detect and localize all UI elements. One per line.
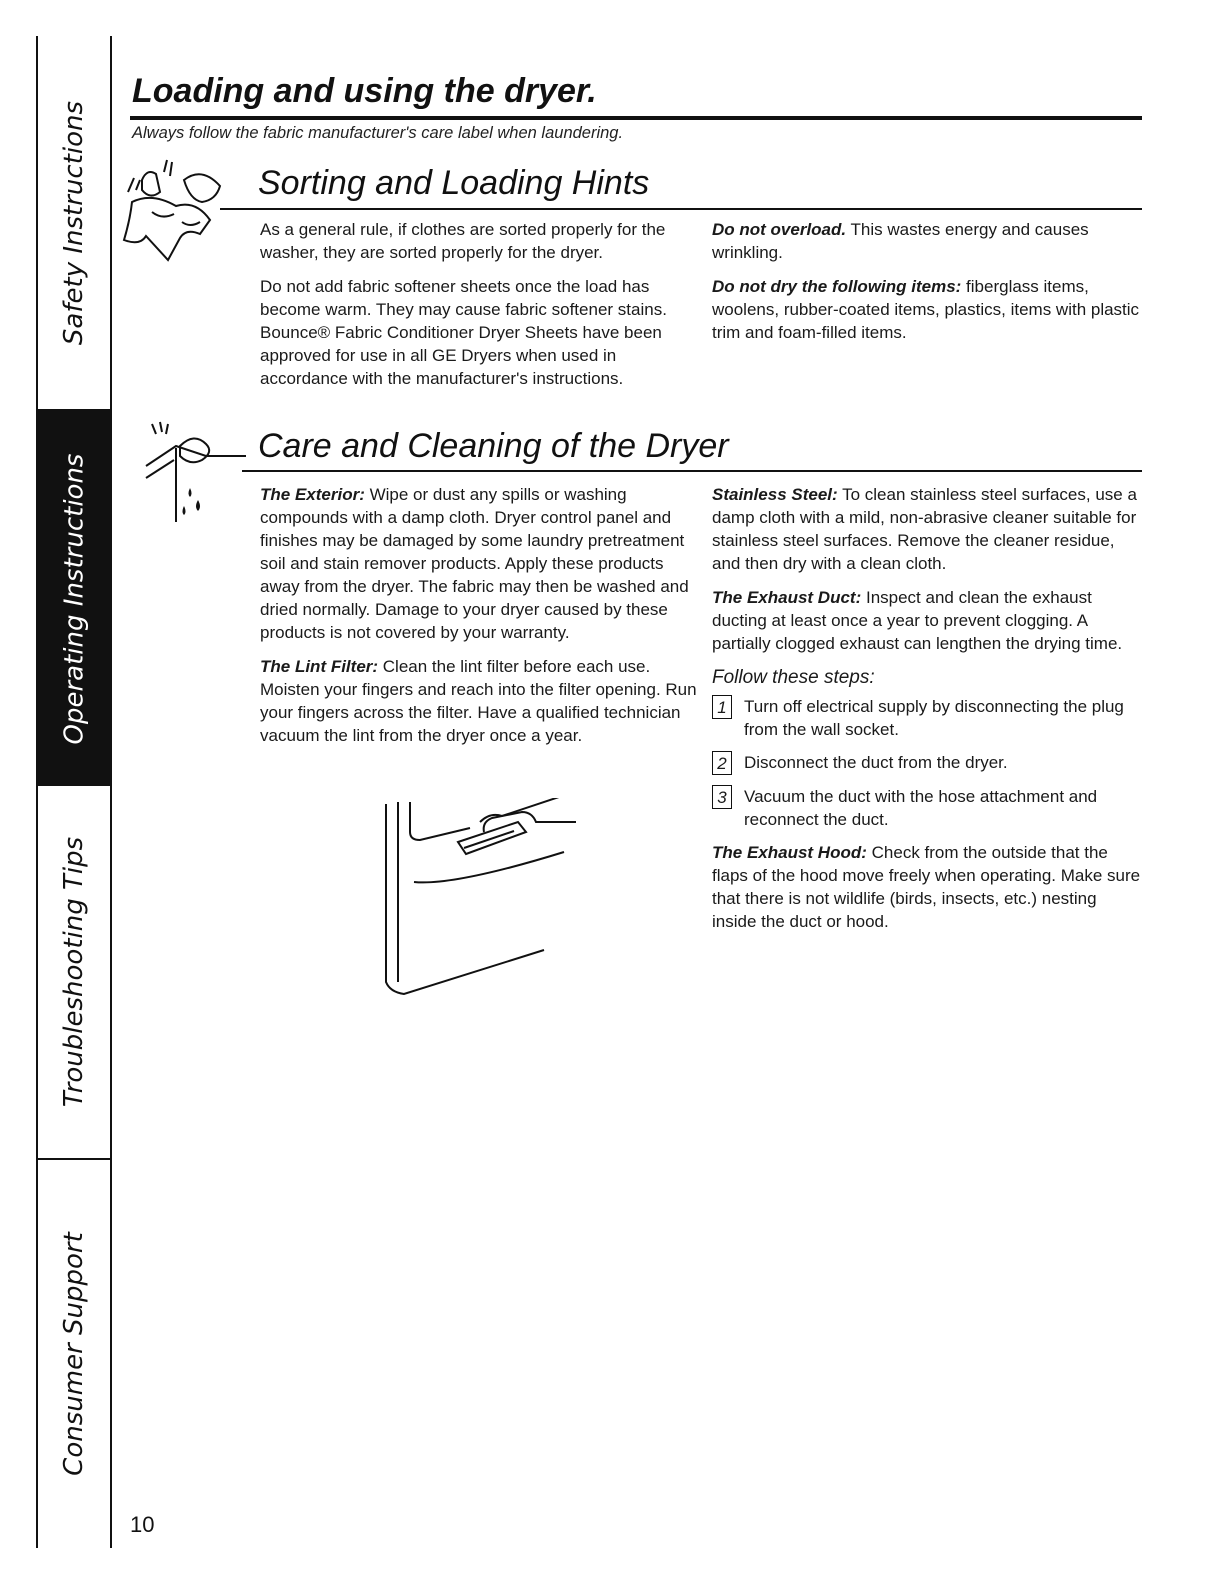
step-text: Disconnect the duct from the dryer. xyxy=(744,753,1008,772)
step-item xyxy=(712,785,1142,831)
lead-text: Stainless Steel: xyxy=(712,485,838,504)
wiping-cloth-icon xyxy=(140,418,250,526)
body-text: Inspect and clean the exhaust ducting at least once a year to prevent clogging. A partially clogged exhaust can lengthen the drying time. xyxy=(712,588,1123,653)
body-text: Clean the lint filter before each use. Moisten your fingers and reach into the filter opening. Run your fingers across the filter. Have a qualified technician vacuum the lint from the dryer once a year. xyxy=(260,657,697,745)
paragraph-exterior xyxy=(260,483,700,644)
step-number: 2 xyxy=(712,751,732,775)
paragraph xyxy=(712,275,1142,344)
lead-text: The Exhaust Hood: xyxy=(712,843,867,862)
lead-text: Do not dry the following items: xyxy=(712,277,962,296)
title-rule xyxy=(130,116,1142,120)
lead-text: The Exterior: xyxy=(260,485,365,504)
paragraph xyxy=(712,218,1142,264)
page-title: Loading and using the dryer. xyxy=(132,72,597,110)
lead-text: Do not overload. xyxy=(712,220,847,239)
paragraph-exhaust-hood xyxy=(712,841,1142,933)
tab-label: Operating Instructions xyxy=(59,453,90,744)
section-rule xyxy=(242,470,1142,472)
sorting-left-column xyxy=(260,218,700,401)
paragraph-stainless xyxy=(712,483,1142,575)
page-number: 10 xyxy=(130,1512,155,1537)
body-text: fiberglass items, woolens, rubber-coated items, plastics, items with plastic trim and foam-filled items. xyxy=(712,277,1140,342)
step-number: 1 xyxy=(712,695,732,719)
steps-label: Follow these steps: xyxy=(712,667,875,688)
step-item xyxy=(712,695,1142,741)
side-tab-bar xyxy=(36,36,112,1548)
lint-filter-illustration xyxy=(380,798,590,996)
page-subtitle: Always follow the fabric manufacturer's care label when laundering. xyxy=(132,124,624,142)
care-right-column xyxy=(712,483,1142,944)
tab-safety-instructions[interactable] xyxy=(38,36,110,409)
section-title-sorting: Sorting and Loading Hints xyxy=(258,164,650,202)
clothes-pile-icon xyxy=(112,150,242,270)
step-item xyxy=(712,751,1142,775)
tab-troubleshooting-tips[interactable] xyxy=(38,786,110,1158)
body-text: To clean stainless steel surfaces, use a damp cloth with a mild, non-abrasive cleaner suitable for stainless steel surfaces. Remove the cleaner residue, and then dry with a clean cloth. xyxy=(712,485,1137,573)
paragraph: Do not add fabric softener sheets once the load has become warm. They may cause fabric softener stains. Bounce® Fabric Conditioner Dryer Sheets have been approved for use in all GE Dryers when used in accordance with the manufacturer's instructions. xyxy=(260,277,667,388)
section-rule xyxy=(220,208,1142,210)
body-text: This wastes energy and causes wrinkling. xyxy=(712,220,1089,262)
paragraph-exhaust-duct xyxy=(712,586,1142,655)
tab-label: Consumer Support xyxy=(59,1232,89,1476)
section-title-care: Care and Cleaning of the Dryer xyxy=(258,427,729,465)
step-text: Turn off electrical supply by disconnecting the plug from the wall socket. xyxy=(744,697,1124,739)
sorting-right-column xyxy=(712,218,1142,355)
paragraph: As a general rule, if clothes are sorted properly for the washer, they are sorted properly for the dryer. xyxy=(260,220,666,262)
tab-operating-instructions[interactable] xyxy=(38,411,110,786)
tab-label: Safety Instructions xyxy=(59,100,90,345)
tab-consumer-support[interactable] xyxy=(38,1160,110,1548)
paragraph-lint-filter xyxy=(260,655,700,747)
step-text: Vacuum the duct with the hose attachment and reconnect the duct. xyxy=(744,787,1098,829)
step-number: 3 xyxy=(712,785,732,809)
body-text: Wipe or dust any spills or washing compounds with a damp cloth. Dryer control panel and finishes may be damaged by some laundry pretreatment soil and stain remover products. Apply these products away from the dryer. The fabric may then be washed and dried normally. Damage to your dryer caused by these products is not covered by your warranty. xyxy=(260,485,689,642)
tab-label: Troubleshooting Tips xyxy=(59,836,90,1108)
care-left-column xyxy=(260,483,700,758)
body-text: Check from the outside that the flaps of the hood move freely when operating. Make sure that there is not wildlife (birds, insects, etc.) nesting inside the duct or hood. xyxy=(712,843,1141,931)
lead-text: The Lint Filter: xyxy=(260,657,379,676)
lead-text: The Exhaust Duct: xyxy=(712,588,862,607)
